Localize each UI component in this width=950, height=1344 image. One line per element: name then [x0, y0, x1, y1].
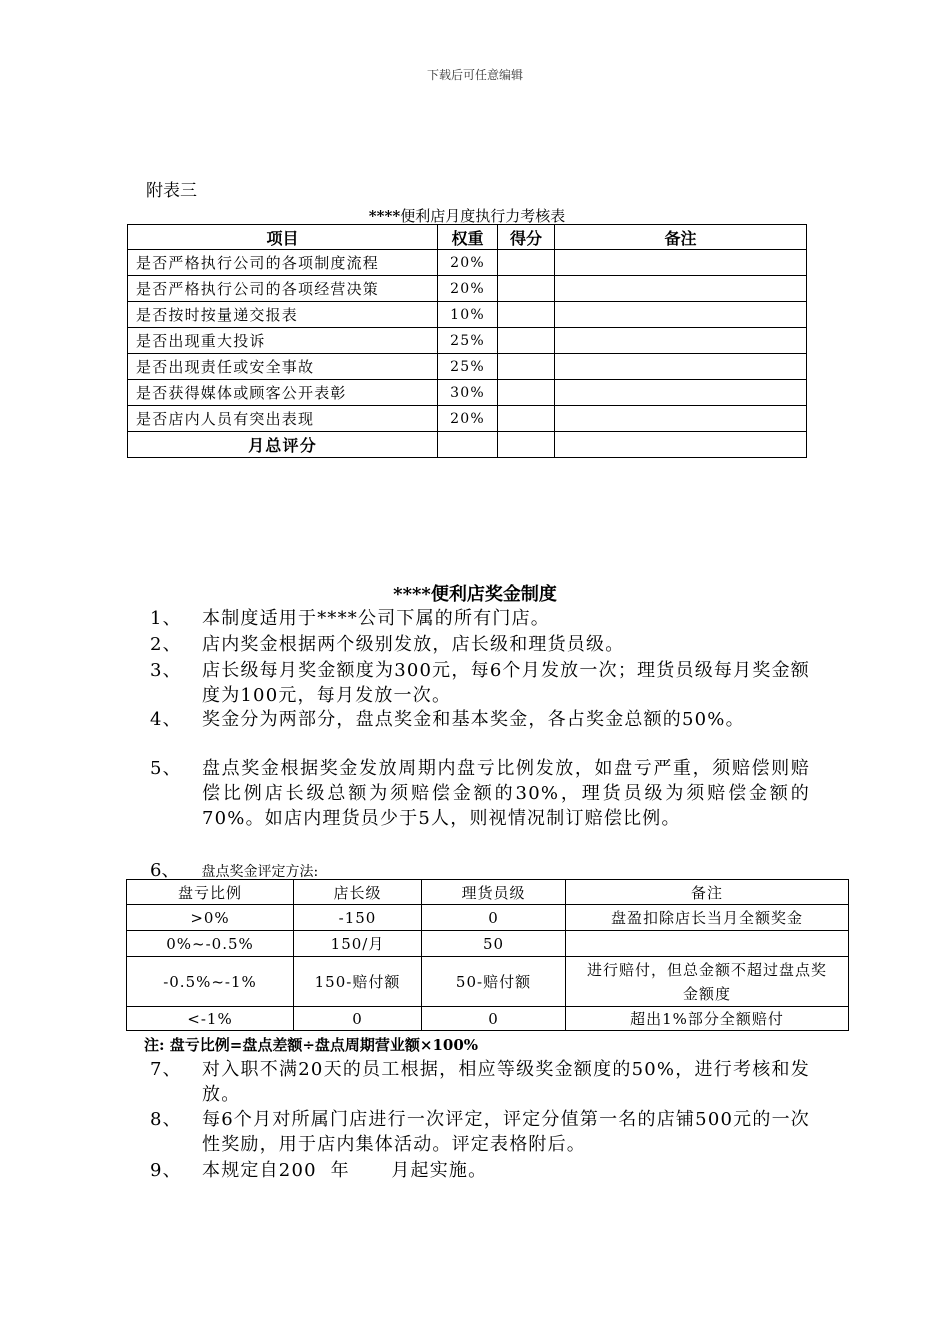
- score-cell[interactable]: [498, 354, 555, 380]
- rule-number: 1、: [150, 608, 182, 629]
- cell-remark: [566, 931, 849, 957]
- rule-number: 7、: [150, 1059, 182, 1080]
- rule-3: [150, 658, 810, 708]
- rule-7: [150, 1057, 810, 1107]
- rule-text: 盘点奖金根据奖金发放周期内盘亏比例发放，如盘亏严重，须赔偿则赔偿比例店长级总额为须赔偿金额的30%，理货员级为须赔偿金额的70%。如店内理货员少于5人，则视情况制订赔偿比例。: [202, 758, 810, 829]
- remark-cell[interactable]: [555, 406, 807, 432]
- rule-number: 2、: [150, 634, 182, 655]
- header-score: 得分: [498, 225, 555, 250]
- table-row: [128, 328, 807, 354]
- rule-8: [150, 1107, 810, 1157]
- rule-text: 对入职不满20天的员工根据，相应等级奖金额度的50%，进行考核和发放。: [202, 1059, 810, 1105]
- rule-4: [150, 707, 810, 732]
- table-row: [127, 1007, 849, 1031]
- row-weight: 30%: [438, 380, 498, 406]
- cell-ratio: 0%~-0.5%: [127, 931, 294, 957]
- score-cell[interactable]: [498, 328, 555, 354]
- assessment-table: [127, 224, 807, 458]
- table-row: [128, 276, 807, 302]
- remark-cell[interactable]: [555, 276, 807, 302]
- row-weight: 10%: [438, 302, 498, 328]
- header-loss-ratio: 盘亏比例: [127, 880, 294, 905]
- table-row: [128, 354, 807, 380]
- title-stars: ****: [368, 207, 401, 225]
- remark-cell[interactable]: [555, 250, 807, 276]
- rule-number: 5、: [150, 758, 182, 779]
- row-item: 是否出现重大投诉: [128, 328, 438, 354]
- table-row: [128, 380, 807, 406]
- remark-cell[interactable]: [555, 354, 807, 380]
- bonus-policy-title: ****便利店奖金制度: [393, 584, 557, 605]
- row-weight: 20%: [438, 250, 498, 276]
- inventory-bonus-table: [126, 879, 849, 1031]
- rule-5: [150, 756, 810, 831]
- cell-manager: -150: [294, 905, 422, 931]
- title-text: 便利店月度执行力考核表: [400, 207, 566, 225]
- table-row: [128, 406, 807, 432]
- rule-text: 盘点奖金评定方法:: [201, 864, 319, 880]
- rule-number: 9、: [150, 1160, 182, 1181]
- row-weight: 20%: [438, 276, 498, 302]
- total-weight-cell[interactable]: [438, 432, 498, 458]
- rule-text: 每6个月对所属门店进行一次评定，评定分值第一名的店铺500元的一次性奖励，用于店内集体活动。评定表格附后。: [202, 1109, 810, 1155]
- header-remark: 备注: [566, 880, 849, 905]
- cell-clerk: 0: [422, 1007, 566, 1031]
- rule-number: 3、: [150, 660, 182, 681]
- rule-9: [150, 1158, 810, 1183]
- rule-number: 6、: [150, 860, 180, 881]
- header-remark: 备注: [555, 225, 807, 250]
- rule-number: 8、: [150, 1109, 182, 1130]
- cell-clerk: 0: [422, 905, 566, 931]
- row-item: 是否按时按量递交报表: [128, 302, 438, 328]
- cell-remark: 进行赔付，但总金额不超过盘点奖金额度: [566, 957, 849, 1007]
- cell-ratio: <-1%: [127, 1007, 294, 1031]
- score-cell[interactable]: [498, 380, 555, 406]
- header-manager: 店长级: [294, 880, 422, 905]
- score-cell[interactable]: [498, 276, 555, 302]
- row-weight: 25%: [438, 328, 498, 354]
- table1-title: [127, 205, 807, 226]
- row-item: 是否严格执行公司的各项经营决策: [128, 276, 438, 302]
- cell-manager: 0: [294, 1007, 422, 1031]
- row-item: 是否出现责任或安全事故: [128, 354, 438, 380]
- total-score-cell[interactable]: [498, 432, 555, 458]
- rule-2: [150, 632, 810, 657]
- rule-text: 奖金分为两部分，盘点奖金和基本奖金，各占奖金总额的50%。: [202, 709, 745, 730]
- cell-clerk: 50-赔付额: [422, 957, 566, 1007]
- header-item: 项目: [128, 225, 438, 250]
- formula-note: 注: 盘亏比例=盘点差额÷盘点周期营业额×100%: [144, 1036, 479, 1054]
- cell-manager: 150-赔付额: [294, 957, 422, 1007]
- score-cell[interactable]: [498, 406, 555, 432]
- cell-remark: 超出1%部分全额赔付: [566, 1007, 849, 1031]
- remark-cell[interactable]: [555, 302, 807, 328]
- table-header-row: [127, 880, 849, 905]
- cell-manager: 150/月: [294, 931, 422, 957]
- total-row: [128, 432, 807, 458]
- remark-cell[interactable]: [555, 328, 807, 354]
- rule-1: [150, 606, 810, 631]
- table-row: [128, 250, 807, 276]
- row-item: 是否获得媒体或顾客公开表彰: [128, 380, 438, 406]
- row-weight: 25%: [438, 354, 498, 380]
- rule-text: 店内奖金根据两个级别发放，店长级和理货员级。: [202, 634, 625, 655]
- total-remark-cell[interactable]: [555, 432, 807, 458]
- total-label: 月总评分: [128, 432, 438, 458]
- score-cell[interactable]: [498, 302, 555, 328]
- rule-text: 店长级每月奖金额度为300元，每6个月发放一次；理货员级每月奖金额度为100元，每月发放一次。: [202, 660, 810, 706]
- table-row: [127, 957, 849, 1007]
- table-header-row: [128, 225, 807, 250]
- header-weight: 权重: [438, 225, 498, 250]
- page-header-note: 下载后可任意编辑: [426, 68, 523, 82]
- header-clerk: 理货员级: [422, 880, 566, 905]
- remark-cell[interactable]: [555, 380, 807, 406]
- row-item: 是否严格执行公司的各项制度流程: [128, 250, 438, 276]
- rule-text: 本制度适用于****公司下属的所有门店。: [202, 608, 550, 629]
- table-row: [127, 905, 849, 931]
- rule-text: 本规定自200 年 月起实施。: [202, 1160, 488, 1181]
- score-cell[interactable]: [498, 250, 555, 276]
- cell-ratio: -0.5%~-1%: [127, 957, 294, 1007]
- cell-clerk: 50: [422, 931, 566, 957]
- cell-ratio: >0%: [127, 905, 294, 931]
- rule-number: 4、: [150, 709, 182, 730]
- row-item: 是否店内人员有突出表现: [128, 406, 438, 432]
- appendix-label: 附表三: [146, 181, 197, 201]
- table-row: [127, 931, 849, 957]
- table-row: [128, 302, 807, 328]
- cell-remark: 盘盈扣除店长当月全额奖金: [566, 905, 849, 931]
- row-weight: 20%: [438, 406, 498, 432]
